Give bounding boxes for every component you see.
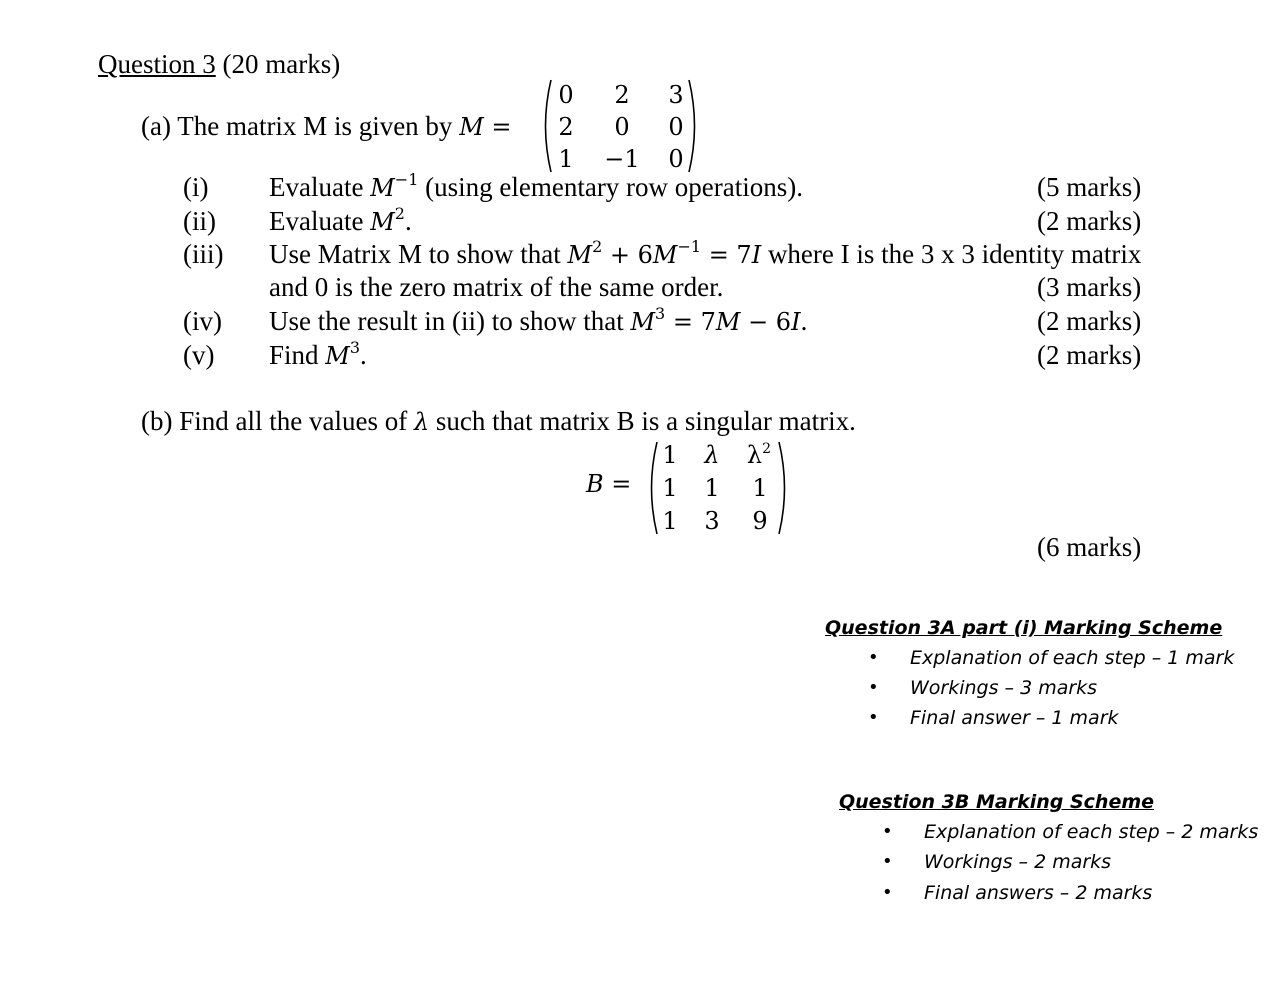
item-marks-v: (2 marks) <box>1037 340 1142 370</box>
math-sup: 2 <box>592 237 603 256</box>
math-symbol: M <box>652 241 678 269</box>
item-marks-ii: (2 marks) <box>1037 206 1142 236</box>
matrix-b-cell: λ <box>746 441 763 469</box>
item-text-part: where I is the 3 x 3 identity matrix <box>761 239 1142 269</box>
bullet-icon: • <box>868 647 879 668</box>
item-text-part: (using elementary row operations). <box>418 172 804 202</box>
item-text-part: Evaluate <box>269 206 371 236</box>
math-symbol: M <box>567 241 593 269</box>
math-sup: 3 <box>655 304 666 323</box>
bullet-icon: • <box>882 851 893 872</box>
item-text-part: Use Matrix M to show that <box>269 239 561 269</box>
matrix-m-cell: −1 <box>604 145 640 173</box>
matrix-m-cell: 0 <box>668 145 684 173</box>
question-label: Question 3 <box>98 49 216 79</box>
math-sup: −1 <box>394 170 419 189</box>
item-text-part: Use the result in (ii) to show that <box>269 306 624 336</box>
matrix-b-lhs: B = <box>586 470 632 498</box>
matrix-b-cell: 1 <box>662 474 678 502</box>
math-symbol: I <box>751 241 762 269</box>
matrix-b-cell: 1 <box>662 507 678 535</box>
math-op: = 7 <box>701 241 752 269</box>
item-text-part: Evaluate <box>269 172 364 202</box>
math-op: = 7 <box>665 308 716 336</box>
matrix-m-cell: 3 <box>668 81 684 109</box>
matrix-m-cell: 2 <box>558 113 574 141</box>
scheme-b-item: Explanation of each step – 2 marks <box>924 821 1259 843</box>
math-symbol: M <box>370 208 395 236</box>
matrix-m-cell: 1 <box>558 145 574 173</box>
scheme-b-item: Final answers – 2 marks <box>924 882 1153 904</box>
matrix-m <box>538 78 704 174</box>
item-text-iii <box>269 238 1141 271</box>
item-text-i <box>269 171 803 204</box>
math-op: + 6 <box>602 241 653 269</box>
matrix-b-cell: λ <box>704 441 720 469</box>
math-symbol: M <box>630 308 656 336</box>
matrix-m-cell: 0 <box>558 81 574 109</box>
math-op: − 6 <box>740 308 792 336</box>
part-b-marks: (6 marks) <box>1037 532 1142 562</box>
item-num-i: (i) <box>183 172 209 202</box>
scheme-b-title: Question 3B Marking Scheme <box>839 791 1155 813</box>
item-text-part: . <box>404 206 412 236</box>
math-symbol: M <box>715 308 741 336</box>
math-symbol: M <box>325 342 350 370</box>
matrix-b-cell-lambda-sq <box>742 440 776 470</box>
left-paren <box>538 78 552 174</box>
bullet-icon: • <box>868 677 879 698</box>
item-num-v: (v) <box>183 340 215 370</box>
scheme-a-item: Final answer – 1 mark <box>910 707 1119 729</box>
matrix-m-cell: 2 <box>614 81 630 109</box>
item-text-part: Find <box>269 340 319 370</box>
math-sup: 3 <box>349 338 361 357</box>
item-text-part: . <box>360 340 367 370</box>
bullet-icon: • <box>882 882 893 903</box>
part-b-text-post: such that matrix B is a singular matrix. <box>435 406 856 436</box>
item-marks-i: (5 marks) <box>1037 172 1142 202</box>
question-heading <box>98 48 340 80</box>
matrix-b-cell: 9 <box>752 507 768 535</box>
item-marks-iv: (2 marks) <box>1037 306 1142 336</box>
right-paren <box>778 440 792 536</box>
part-a-intro-text: (a) The matrix M is given by <box>141 111 453 141</box>
matrix-b <box>644 440 794 536</box>
question-marks: (20 marks) <box>222 49 341 79</box>
matrix-m-lhs: M = <box>459 113 512 141</box>
item-num-iii: (iii) <box>183 239 224 269</box>
matrix-b-cell: 1 <box>704 474 720 502</box>
math-sup: −1 <box>677 237 702 256</box>
item-text-iv <box>269 305 807 338</box>
matrix-b-cell: 1 <box>662 441 678 469</box>
item-num-ii: (ii) <box>183 206 216 236</box>
item-text-iii-line2: and 0 is the zero matrix of the same order. <box>269 272 724 302</box>
scheme-a-title: Question 3A part (i) Marking Scheme <box>825 617 1223 639</box>
item-num-iv: (iv) <box>183 306 222 336</box>
scheme-b-item: Workings – 2 marks <box>924 851 1112 873</box>
matrix-m-cell: 0 <box>614 113 630 141</box>
math-symbol: M <box>370 174 395 202</box>
part-b-text-pre: (b) Find all the values of <box>141 406 408 436</box>
math-sup: 2 <box>394 204 405 223</box>
item-text-v <box>269 339 367 372</box>
part-b-text <box>141 405 856 438</box>
scheme-a-item: Explanation of each step – 1 mark <box>910 647 1235 669</box>
bullet-icon: • <box>882 821 893 842</box>
matrix-m-cell: 0 <box>668 113 684 141</box>
bullet-icon: • <box>868 707 879 728</box>
right-paren <box>688 78 702 174</box>
part-a-intro <box>141 110 512 143</box>
item-text-part: . <box>800 306 808 336</box>
matrix-b-cell: 1 <box>752 474 768 502</box>
lambda-symbol: λ <box>413 408 430 436</box>
math-sup: 2 <box>762 441 772 457</box>
item-marks-iii: (3 marks) <box>1037 272 1142 302</box>
matrix-b-cell: 3 <box>704 507 720 535</box>
math-symbol: I <box>791 308 801 336</box>
scheme-a-item: Workings – 3 marks <box>910 677 1098 699</box>
item-text-ii <box>269 205 412 238</box>
